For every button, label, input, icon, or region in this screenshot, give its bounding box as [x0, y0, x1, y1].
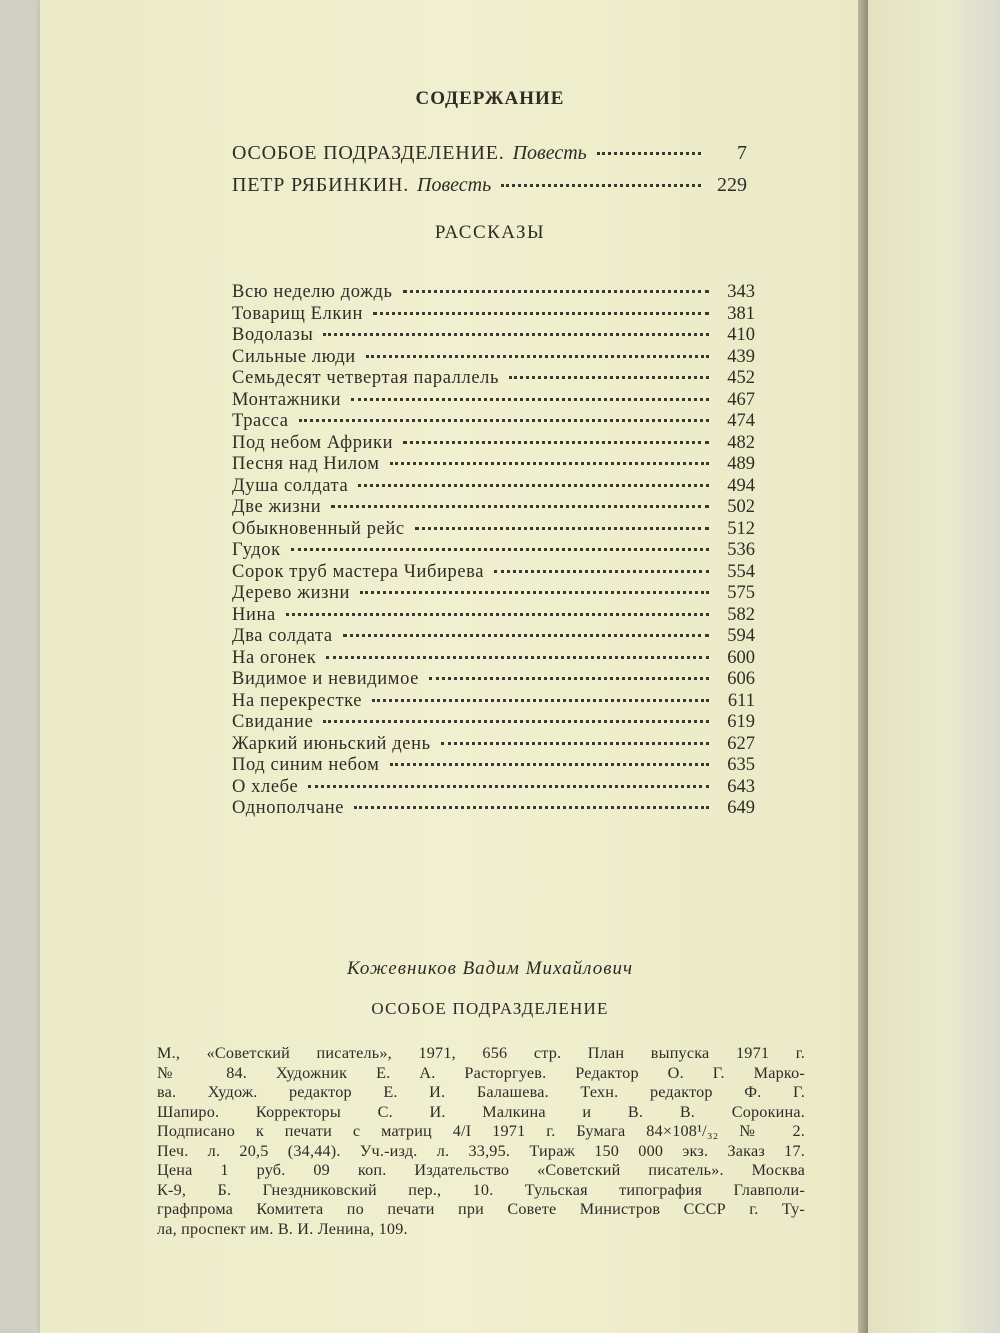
toc-entry: [232, 454, 755, 476]
toc-entry: [232, 648, 755, 670]
story-page-number: 594: [727, 626, 755, 646]
imprint-line: графпрома Комитета по печати при Совете Министров СССР г. Ту-: [157, 1200, 805, 1218]
story-page-number: 575: [727, 583, 755, 603]
toc-entry: [232, 519, 755, 541]
dot-leader: [343, 634, 709, 637]
major-genre: Повесть: [512, 142, 587, 164]
story-title: Обыкновенный рейс: [232, 518, 405, 539]
story-page-number: 410: [727, 325, 755, 345]
imprint-line: Шапиро. Корректоры С. И. Малкина и В. В. Сорокина.: [157, 1102, 805, 1121]
dot-leader: [360, 591, 709, 594]
imprint-line: Печ. л. 20,5 (34,44). Уч.-изд. л. 33,95. Тираж 150 000 экз. Заказ 17.: [157, 1141, 805, 1160]
story-title: Сильные люди: [232, 346, 356, 367]
story-title: На перекрестке: [232, 690, 363, 711]
toc-major-entry: [232, 142, 747, 165]
story-page-number: 582: [727, 604, 755, 625]
dot-leader: [291, 548, 709, 551]
story-page-number: 474: [727, 411, 755, 431]
story-page-number: 536: [727, 540, 755, 560]
major-title: ОСОБОЕ ПОДРАЗДЕЛЕНИЕ.: [232, 142, 505, 164]
toc-entry: [232, 347, 755, 369]
toc-major-entry: [232, 174, 747, 197]
toc-entry: [232, 411, 755, 433]
dot-leader: [429, 677, 709, 680]
book-gutter: [858, 0, 868, 1333]
story-title: Песня над Нилом: [232, 454, 380, 474]
dot-leader: [354, 806, 709, 809]
story-page-number: 554: [727, 561, 755, 582]
story-page-number: 381: [727, 303, 755, 324]
story-page-number: 643: [727, 776, 755, 797]
contents-heading: СОДЕРЖАНИЕ: [415, 88, 565, 109]
story-page-number: 635: [727, 755, 755, 775]
story-title: Трасса: [232, 411, 289, 431]
story-title: Под небом Африки: [232, 432, 394, 453]
stories-heading: РАССКАЗЫ: [434, 222, 546, 243]
toc-entry: [232, 691, 755, 713]
story-title: Под синим небом: [232, 755, 380, 775]
story-title: О хлебе: [232, 776, 299, 797]
dot-leader: [403, 290, 709, 293]
story-page-number: 452: [727, 368, 755, 388]
dot-leader: [403, 441, 709, 444]
story-title: Товарищ Елкин: [232, 303, 364, 324]
dot-leader: [286, 613, 709, 616]
toc-entry: [232, 476, 755, 498]
story-title: Жаркий июньский день: [232, 733, 431, 754]
story-page-number: 512: [727, 518, 755, 539]
toc-entry: [232, 304, 755, 326]
imprint-line: ла, проспект им. В. И. Ленина, 109.: [157, 1219, 408, 1238]
story-title: Однополчане: [232, 798, 345, 818]
toc-entry: [232, 798, 755, 820]
story-title: Нина: [232, 604, 276, 625]
story-title: Свидание: [232, 712, 314, 732]
major-page-number: 229: [717, 174, 747, 196]
dot-leader: [308, 785, 709, 788]
story-title: На огонек: [232, 647, 317, 668]
story-page-number: 619: [727, 712, 755, 732]
dot-leader: [372, 699, 709, 702]
imprint-line: Цена 1 руб. 09 коп. Издательство «Советский писатель». Москва: [157, 1161, 805, 1179]
dot-leader: [331, 505, 709, 508]
major-genre: Повесть: [417, 174, 492, 196]
story-page-number: 489: [727, 454, 755, 474]
major-page-number: 7: [737, 142, 747, 164]
toc-entry: [232, 368, 755, 390]
story-title: Душа солдата: [232, 475, 349, 496]
dot-leader: [373, 312, 709, 315]
story-page-number: 600: [727, 647, 755, 668]
dot-leader: [326, 656, 709, 659]
story-title: Две жизни: [232, 497, 322, 517]
story-page-number: 627: [727, 733, 755, 754]
story-page-number: 482: [727, 432, 755, 453]
story-title: Сорок труб мастера Чибирева: [232, 561, 485, 582]
dot-leader: [441, 742, 709, 745]
imprint-line: Подписано к печати с матриц 4/I 1971 г. Бумага 84×108¹/₃₂ № 2.: [157, 1122, 805, 1140]
toc-entry: [232, 777, 755, 799]
story-page-number: 606: [727, 669, 755, 689]
story-title: Водолазы: [232, 325, 314, 345]
toc-entry: [232, 755, 755, 777]
dot-leader: [366, 355, 709, 358]
story-title: Семьдесят четвертая параллель: [232, 368, 500, 388]
dot-leader: [323, 720, 709, 723]
story-page-number: 343: [727, 282, 755, 302]
toc-entry: [232, 734, 755, 756]
dot-leader: [390, 763, 710, 766]
story-title: Монтажники: [232, 389, 342, 410]
toc-entry: [232, 497, 755, 519]
toc-entry: [232, 540, 755, 562]
imprint-line: № 84. Художник Е. А. Расторгуев. Редактор О. Г. Марко-: [157, 1063, 805, 1082]
imprint-line: ва. Худож. редактор Е. И. Балашева. Техн. редактор Ф. Г.: [157, 1083, 805, 1101]
toc-entry: [232, 282, 755, 304]
story-page-number: 502: [727, 497, 755, 517]
imprint-line: М., «Советский писатель», 1971, 656 стр. План выпуска 1971 г.: [157, 1044, 805, 1062]
toc-entry: [232, 433, 755, 455]
story-page-number: 611: [727, 690, 755, 711]
dot-leader: [501, 184, 701, 187]
dot-leader: [390, 462, 709, 465]
story-title: Гудок: [232, 540, 281, 560]
dot-leader: [597, 152, 701, 155]
dot-leader: [299, 419, 709, 422]
story-page-number: 467: [727, 389, 755, 410]
facing-page-edge: [868, 0, 1000, 1333]
story-page-number: 439: [727, 346, 755, 367]
toc-entry: [232, 605, 755, 627]
toc-entry: [232, 325, 755, 347]
imprint-line: К-9, Б. Гнездниковский пер., 10. Тульская типография Главполи-: [157, 1180, 805, 1199]
dot-leader: [351, 398, 709, 401]
dot-leader: [323, 333, 709, 336]
dot-leader: [358, 484, 709, 487]
story-title: Дерево жизни: [232, 583, 350, 603]
toc-entry: [232, 626, 755, 648]
imprint-block: [157, 1044, 805, 1239]
dot-leader: [494, 570, 709, 573]
toc-entry: [232, 390, 755, 412]
story-page-number: 494: [727, 475, 755, 496]
story-page-number: 649: [727, 798, 755, 818]
major-title: ПЕТР РЯБИНКИН.: [232, 174, 410, 196]
dot-leader: [415, 527, 709, 530]
author-name: Кожевников Вадим Михайлович: [346, 958, 634, 979]
toc-entry: [232, 669, 755, 691]
story-title: Два солдата: [232, 626, 333, 646]
story-title: Видимое и невидимое: [232, 669, 419, 689]
toc-entry: [232, 583, 755, 605]
stories-list: [232, 282, 755, 820]
dot-leader: [509, 376, 709, 379]
book-title: ОСОБОЕ ПОДРАЗДЕЛЕНИЕ: [371, 999, 609, 1018]
toc-entry: [232, 562, 755, 584]
story-title: Всю неделю дождь: [232, 282, 393, 302]
toc-entry: [232, 712, 755, 734]
